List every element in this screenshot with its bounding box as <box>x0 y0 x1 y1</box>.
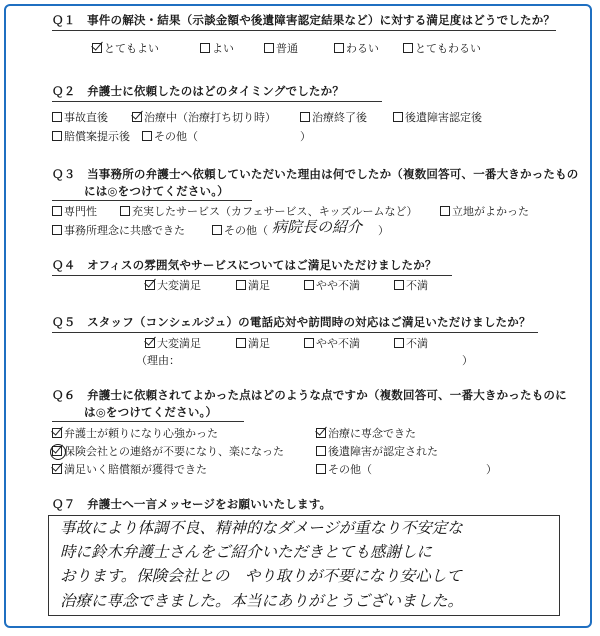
checkbox-checked-icon[interactable] <box>145 280 155 290</box>
option-label: 事故直後 <box>64 111 108 124</box>
checkbox-icon[interactable] <box>394 280 404 290</box>
option-label: わるい <box>346 42 379 55</box>
option-label: 賠償案提示後 <box>64 130 130 143</box>
checkbox-icon[interactable] <box>316 446 326 456</box>
q3-title2-text: には◎をつけてください。） <box>84 184 229 198</box>
q6-title-line2 <box>52 404 217 420</box>
option-label: 事務所理念に共感できた <box>64 224 185 237</box>
checkbox-icon[interactable] <box>440 206 450 216</box>
q6-other-close: ） <box>486 463 497 476</box>
checkbox-icon[interactable] <box>394 338 404 348</box>
option-label: 普通 <box>276 42 298 55</box>
checkbox-icon[interactable] <box>52 206 62 216</box>
checkbox-icon[interactable] <box>300 112 310 122</box>
option-label: 立地がよかった <box>452 205 529 218</box>
q3-option-philosophy[interactable] <box>52 222 185 238</box>
checkbox-icon[interactable] <box>52 225 62 235</box>
q4-option-slightly-unsatisfied[interactable] <box>304 277 360 293</box>
q2-option-during-treatment[interactable] <box>132 109 276 125</box>
option-label: 満足 <box>248 279 270 292</box>
q6-option-certified[interactable] <box>316 443 438 459</box>
checkbox-checked-icon[interactable] <box>132 112 142 122</box>
q3-title-line2 <box>52 183 229 199</box>
q5-title: Ｑ５ スタッフ（コンシェルジュ）の電話応対や訪問時の対応はご満足いただけましたか？ <box>52 315 531 329</box>
q4-option-very-satisfied[interactable] <box>145 277 201 293</box>
q1-option-very-bad[interactable] <box>403 40 481 56</box>
checkbox-icon[interactable] <box>142 131 152 141</box>
q3-option-services[interactable] <box>120 203 418 219</box>
option-label: 充実したサービス（カフェサービス、キッズルームなど） <box>132 205 418 218</box>
q6-option-no-insurer-contact[interactable] <box>52 443 284 459</box>
q3-divider <box>52 200 252 201</box>
q3-title: Ｑ３ 当事務所の弁護士へ依頼していただいた理由は何でしたか（複数回答可、一番大きかったもの <box>52 167 579 181</box>
option-label: とてもよい <box>104 42 159 55</box>
checkbox-checked-icon[interactable] <box>92 43 102 53</box>
checkbox-icon[interactable] <box>304 338 314 348</box>
option-label: やや不満 <box>316 279 360 292</box>
checkbox-checked-icon[interactable] <box>52 464 62 474</box>
option-label: 後遺障害が認定された <box>328 445 438 458</box>
q3-option-other[interactable] <box>212 222 268 238</box>
q1-option-bad[interactable] <box>334 40 379 56</box>
q4-title: Ｑ４ オフィスの雰囲気やサービスについてはご満足いただけましたか？ <box>52 258 437 272</box>
checkbox-icon[interactable] <box>334 43 344 53</box>
checkbox-icon[interactable] <box>304 280 314 290</box>
q7-title: Ｑ７ 弁護士へ一言メッセージをお願いいたします。 <box>52 497 332 511</box>
option-label: その他（ <box>224 224 268 237</box>
q6-option-compensation[interactable] <box>52 461 207 477</box>
q1-option-very-good[interactable] <box>92 40 159 56</box>
checkbox-icon[interactable] <box>393 112 403 122</box>
q2-option-after-treatment[interactable] <box>300 109 367 125</box>
option-label: 後遺障害認定後 <box>405 111 482 124</box>
message-line-2: 時に鈴木弁護士さんをご紹介いただきとても感謝しに <box>60 543 433 561</box>
message-line-4: 治療に専念できました。本当にありがとうございました。 <box>60 592 464 610</box>
q1-divider <box>52 30 556 31</box>
option-label: とてもわるい <box>415 42 481 55</box>
option-label: 治療中（治療打ち切り時） <box>144 111 276 124</box>
option-label: よい <box>212 42 234 55</box>
checkbox-icon[interactable] <box>52 112 62 122</box>
q4-option-satisfied[interactable] <box>236 277 270 293</box>
q6-option-reliable[interactable] <box>52 425 218 441</box>
option-label: やや不満 <box>316 337 360 350</box>
q3-option-expertise[interactable] <box>52 203 97 219</box>
q4-option-unsatisfied[interactable] <box>394 277 428 293</box>
checkbox-icon[interactable] <box>120 206 130 216</box>
checkbox-icon[interactable] <box>236 338 246 348</box>
option-label: その他（ <box>328 463 372 476</box>
option-label: 不満 <box>406 337 428 350</box>
q2-option-after-certification[interactable] <box>393 109 482 125</box>
checkbox-checked-icon[interactable] <box>52 428 62 438</box>
q2-title: Ｑ２ 弁護士に依頼したのはどのタイミングでしたか？ <box>52 84 345 98</box>
checkbox-icon[interactable] <box>264 43 274 53</box>
option-label: 弁護士が頼りになり心強かった <box>64 427 218 440</box>
q6-title2-text: は◎をつけてください。） <box>84 405 218 419</box>
option-label: その他（ <box>154 130 198 143</box>
message-line-1: 事故により体調不良、精神的なダメージが重なり不安定な <box>60 519 463 537</box>
circle-mark-icon <box>50 444 66 460</box>
checkbox-double-circle-icon[interactable] <box>52 446 62 456</box>
q5-option-very-satisfied[interactable] <box>145 335 201 351</box>
q1-option-normal[interactable] <box>264 40 298 56</box>
q3-handwritten-other: 病院長の紹介 <box>272 218 363 236</box>
q6-title: Ｑ６ 弁護士に依頼されてよかった点はどのような点ですか（複数回答可、一番大きかったものに <box>52 388 567 402</box>
checkbox-checked-icon[interactable] <box>316 428 326 438</box>
q3-other-close: ） <box>378 224 389 237</box>
checkbox-icon[interactable] <box>200 43 210 53</box>
q5-option-satisfied[interactable] <box>236 335 270 351</box>
q2-divider <box>52 101 382 102</box>
option-label: 満足いく賠償額が獲得できた <box>64 463 207 476</box>
q1-option-good[interactable] <box>200 40 234 56</box>
q6-divider <box>52 421 244 422</box>
q2-other-close: ） <box>300 130 311 143</box>
checkbox-icon[interactable] <box>316 464 326 474</box>
q2-option-other[interactable] <box>142 128 198 144</box>
checkbox-icon[interactable] <box>403 43 413 53</box>
checkbox-icon[interactable] <box>52 131 62 141</box>
q3-option-location[interactable] <box>440 203 529 219</box>
q2-option-after-offer[interactable] <box>52 128 130 144</box>
option-label: 大変満足 <box>157 337 201 350</box>
option-label: 不満 <box>406 279 428 292</box>
option-label: 大変満足 <box>157 279 201 292</box>
message-line-3: おります。保険会社との やり取りが不要になり安心して <box>60 567 462 585</box>
checkbox-checked-icon[interactable] <box>145 338 155 348</box>
q6-option-other[interactable] <box>316 461 372 477</box>
q2-option-right-after[interactable] <box>52 109 108 125</box>
q5-reason-label: （理由： <box>136 354 180 367</box>
q6-option-focus-treatment[interactable] <box>316 425 416 441</box>
checkbox-icon[interactable] <box>236 280 246 290</box>
q5-option-slightly-unsatisfied[interactable] <box>304 335 360 351</box>
option-label: 治療終了後 <box>312 111 367 124</box>
q4-divider <box>52 275 452 276</box>
q5-reason-close: ） <box>462 354 473 367</box>
option-label: 保険会社との連絡が不要になり、楽になった <box>64 445 284 458</box>
option-label: 治療に専念できた <box>328 427 416 440</box>
option-label: 専門性 <box>64 205 97 218</box>
q1-title: Ｑ１ 事件の解決・結果（示談金額や後遺障害認定結果など）に対する満足度はどうでしたか？ <box>52 13 556 27</box>
checkbox-icon[interactable] <box>212 225 222 235</box>
q5-divider <box>52 332 538 333</box>
option-label: 満足 <box>248 337 270 350</box>
q5-option-unsatisfied[interactable] <box>394 335 428 351</box>
